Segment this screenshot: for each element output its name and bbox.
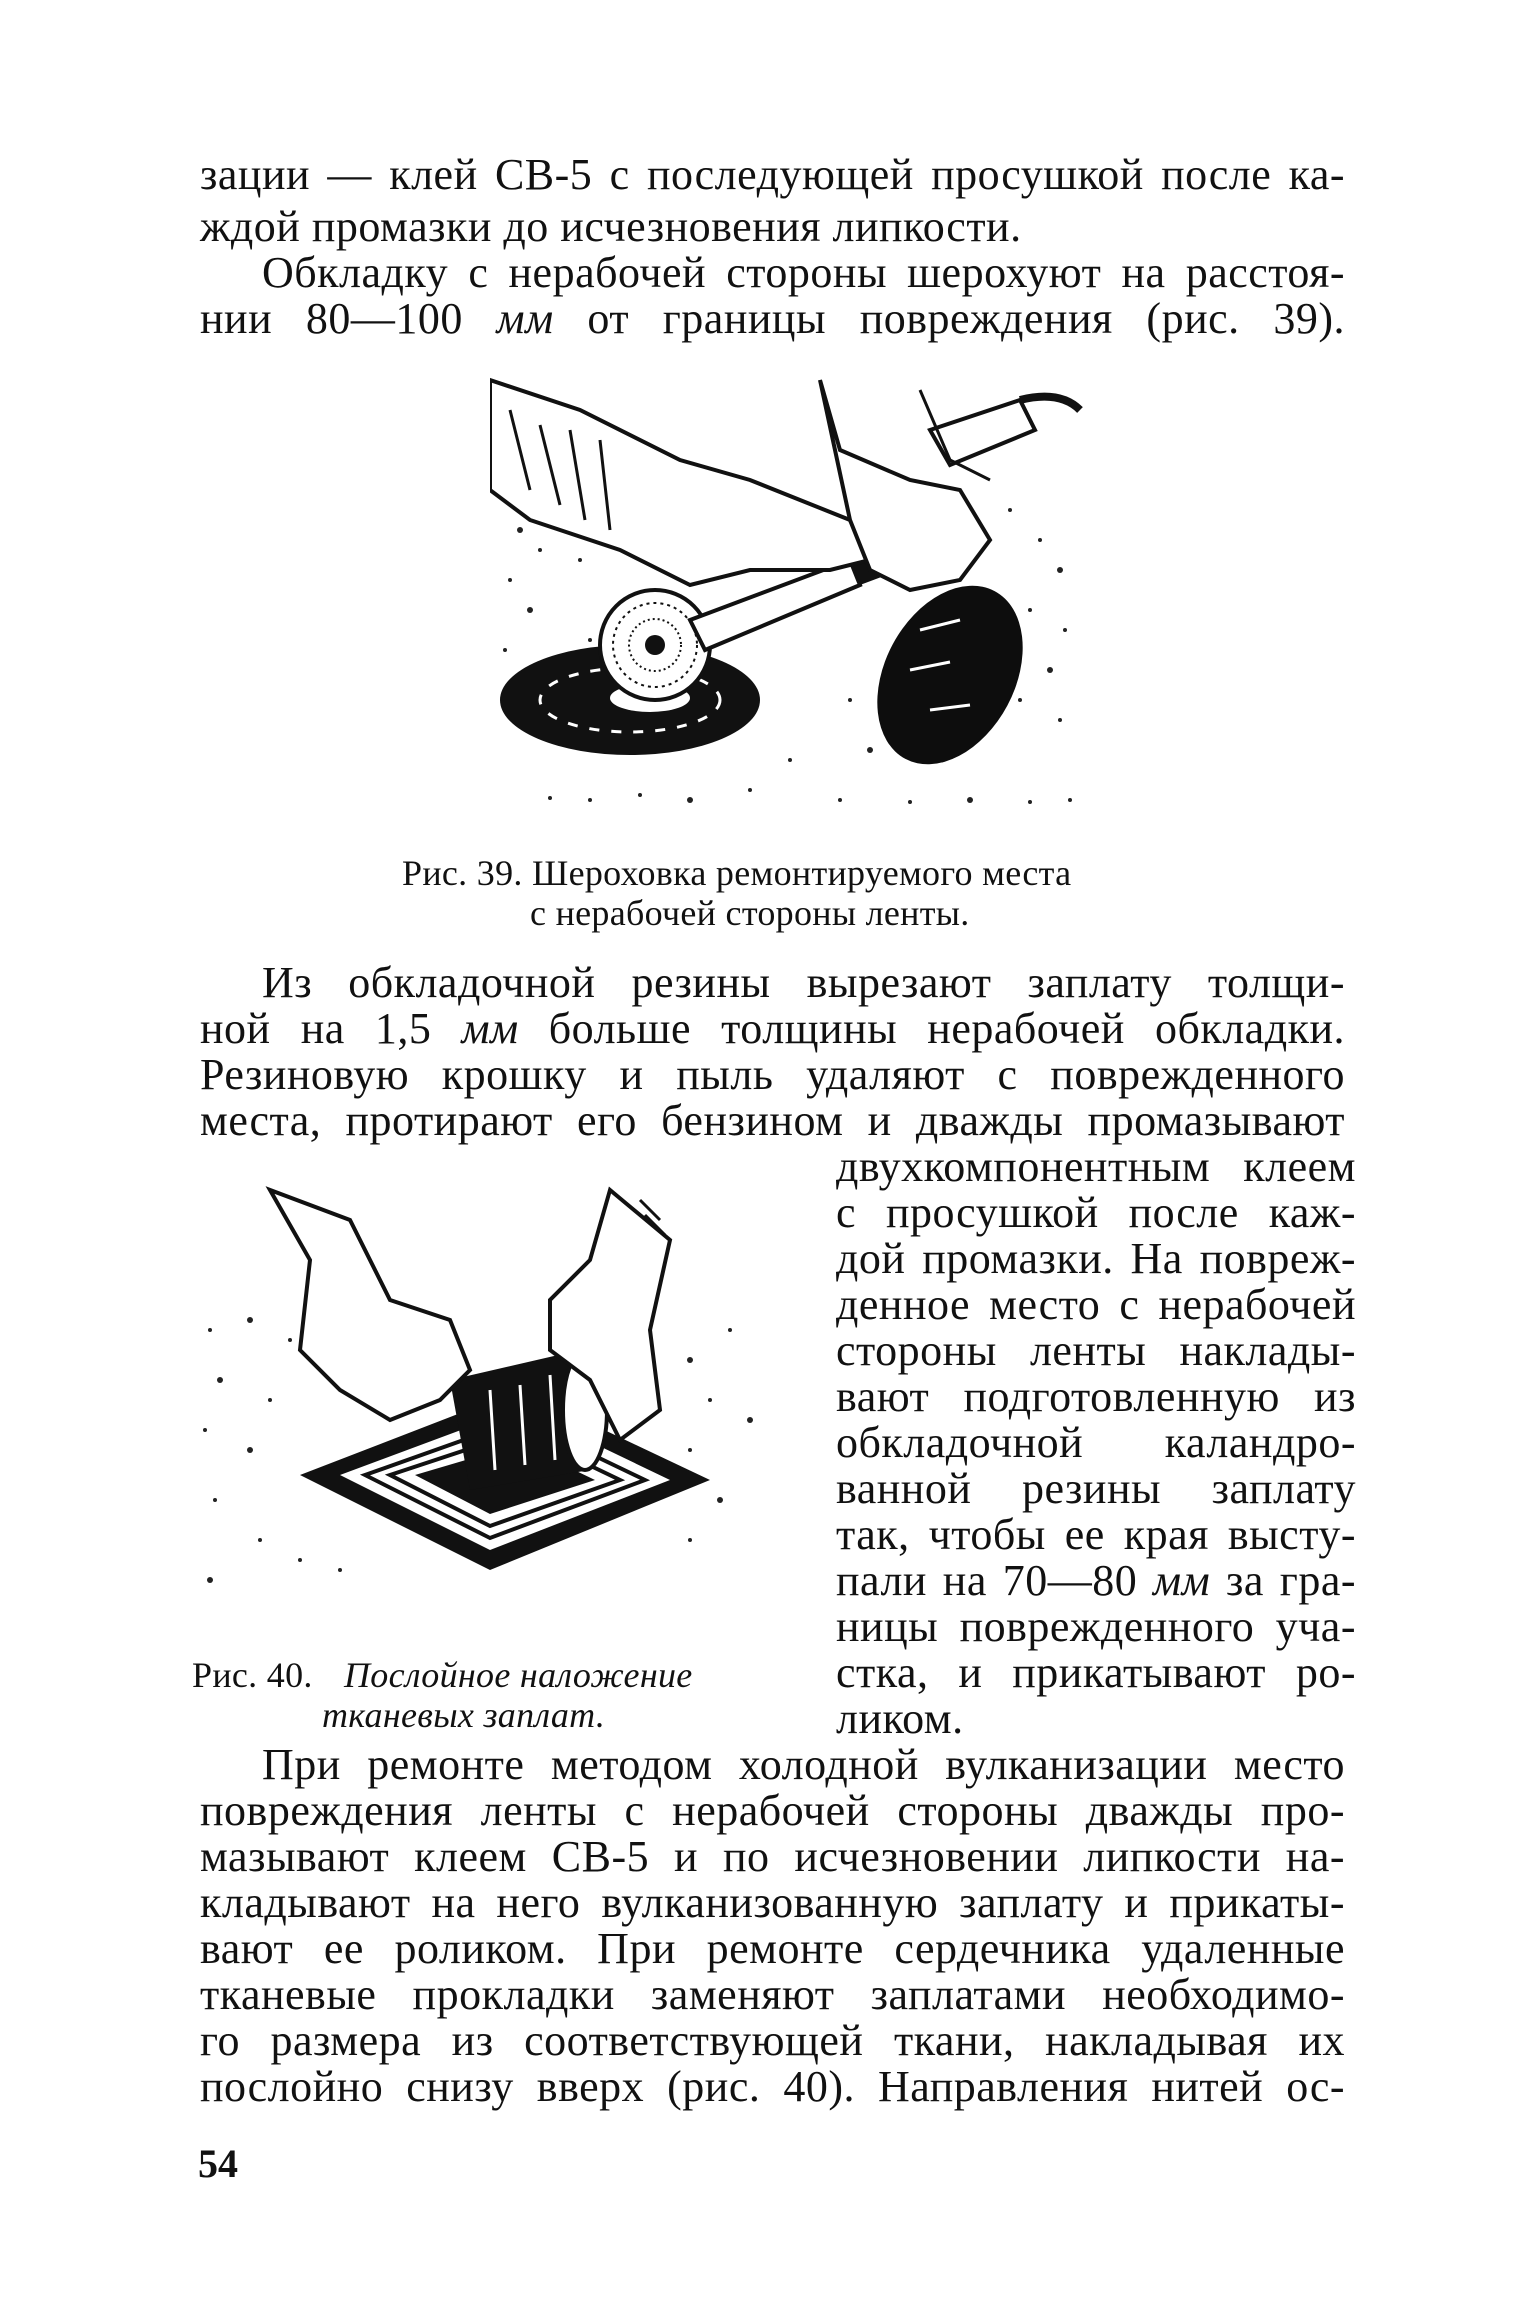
text-line: Обкладку с нерабочей стороны шерохуют на расстоя- <box>262 248 1345 297</box>
text-span: за гра- <box>1210 1556 1356 1605</box>
side-text-line: с просушкой после каж- <box>836 1188 1356 1237</box>
side-text-line: стороны ленты наклады- <box>836 1326 1356 1375</box>
text-line: Из обкладочной резины вырезают заплату толщи- <box>262 958 1345 1007</box>
text-line <box>200 294 1345 344</box>
figure-40-title: Послойное наложение <box>343 1655 693 1695</box>
side-text-line: ницы поврежденного уча- <box>836 1602 1356 1651</box>
text-line: тканевые прокладки заменяют заплатами необходимо- <box>200 1970 1345 2019</box>
figure-40-illustration <box>190 1180 770 1610</box>
side-text-line: ванной резины заплату <box>836 1464 1356 1513</box>
text-line: зации — клей СВ-5 с последующей просушкой после ка- <box>200 150 1345 199</box>
text-line: Резиновую крошку и пыль удаляют с поврежденного <box>200 1050 1345 1099</box>
text-line: кладывают на него вулканизованную заплату и прикаты- <box>200 1878 1345 1927</box>
side-text-line: денное место с нерабочей <box>836 1280 1356 1329</box>
dark-patch <box>848 561 1052 790</box>
text-line: вают ее роликом. При ремонте сердечника удаленные <box>200 1924 1345 1973</box>
side-text-line: так, чтобы ее края высту- <box>836 1510 1356 1559</box>
unit-mm: мм <box>496 294 554 343</box>
text-line: места, протирают его бензином и дважды промазывают <box>200 1096 1345 1145</box>
side-text-line: стка, и прикатывают ро- <box>836 1648 1356 1697</box>
unit-mm: мм <box>1153 1556 1211 1605</box>
side-text-line <box>836 1556 1356 1606</box>
text-line: го размера из соответствующей ткани, накладывая их <box>200 2016 1345 2065</box>
text-line: повреждения ленты с нерабочей стороны дважды про- <box>200 1786 1345 1835</box>
side-text-line: дой промазки. На повреж- <box>836 1234 1356 1283</box>
figure-40-label: Рис. 40. <box>192 1655 313 1695</box>
text-line: ждой промазки до исчезновения липкости. <box>200 202 1022 251</box>
figure-39-caption-line2: с нерабочей стороны ленты. <box>530 893 970 933</box>
text-line: мазывают клеем СВ-5 и по исчезновении липкости на- <box>200 1832 1345 1881</box>
page-number: 54 <box>198 2141 238 2186</box>
unit-mm: мм <box>461 1004 519 1053</box>
side-text-line: ликом. <box>836 1694 964 1743</box>
text-span: пали на 70—80 <box>836 1556 1154 1605</box>
figure-39-illustration <box>490 370 1090 830</box>
side-text-line: двухкомпонентным клеем <box>836 1142 1356 1191</box>
side-text-line: обкладочной каландро- <box>836 1418 1356 1467</box>
text-span: от границы повреждения (рис. 39). <box>553 294 1346 343</box>
left-hand <box>270 1190 470 1420</box>
figure-40-caption-line1 <box>192 1654 693 1696</box>
text-span: нии 80—100 <box>200 294 497 343</box>
text-span: ной на 1,5 <box>200 1004 462 1053</box>
figure-40-caption-line2: тканевых заплат. <box>322 1695 606 1735</box>
text-span: больше толщины нерабочей обкладки. <box>518 1004 1346 1053</box>
figure-39-caption-line1: Рис. 39. Шероховка ремонтируемого места <box>402 853 1072 893</box>
text-line <box>200 1004 1345 1054</box>
left-hand <box>490 380 870 585</box>
text-line: послойно снизу вверх (рис. 40). Направления нитей ос- <box>200 2062 1345 2111</box>
side-text-line: вают подготовленную из <box>836 1372 1356 1421</box>
text-line: При ремонте методом холодной вулканизации место <box>262 1740 1345 1789</box>
